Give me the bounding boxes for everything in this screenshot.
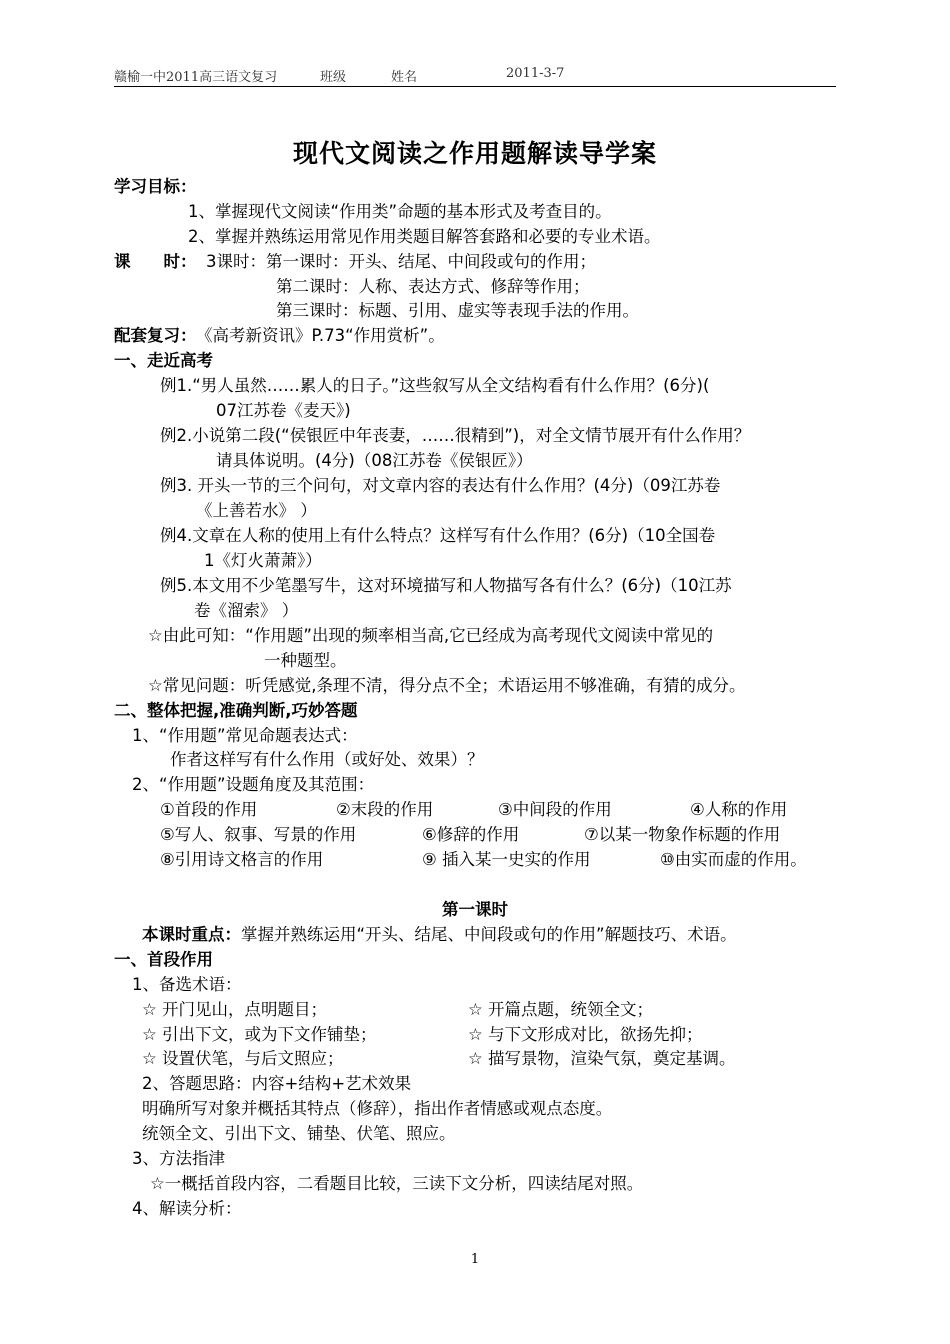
section1-heading: 一、走近高考 <box>114 351 213 370</box>
lesson1-focus-text: 掌握并熟练运用“开头、结尾、中间段或句的作用”解题技巧、术语。 <box>241 925 737 944</box>
example-item: 例4.文章在人称的使用上有什么特点？这样写有什么作用？(6分)（10全国卷 <box>160 526 716 545</box>
header-school: 赣榆一中2011高三语文复习 <box>114 70 278 85</box>
lesson1-focus <box>142 924 737 946</box>
example-item: 例2.小说第二段(“侯银匠中年丧妻，……很精到”)，对全文情节展开有什么作用？ <box>160 426 751 445</box>
objective-item: 2、掌握并熟练运用常见作用类题目解答套路和必要的专业术语。 <box>188 227 661 246</box>
section2-item1: 1、“作用题”常见命题表达式： <box>132 726 358 745</box>
angle-item: ⑥修辞的作用 <box>422 825 520 844</box>
angle-item: ⑧引用诗文格言的作用 <box>160 850 324 869</box>
section2-heading: 二、整体把握,准确判断,巧妙答题 <box>114 701 358 720</box>
analysis-heading: 4、解读分析： <box>132 1199 242 1218</box>
lesson1-heading: 第一课时 <box>442 900 508 919</box>
example-item: 例5.本文用不少笔墨写牛，这对环境描写和人物描写各有什么？(6分)（10江苏 <box>160 576 732 595</box>
term-item: ☆ 描写景物，渲染气氛，奠定基调。 <box>468 1049 736 1068</box>
lesson1-focus-label: 本课时重点： <box>142 925 241 944</box>
example-item-cont: 卷《溜索》 ） <box>194 601 299 620</box>
header-name-label: 姓名 <box>391 70 418 85</box>
angle-item: ④人称的作用 <box>690 800 788 819</box>
approach-heading: 2、答题思路：内容+结构+艺术效果 <box>142 1074 412 1093</box>
lessons-line: 第三课时：标题、引用、虚实等表现手法的作用。 <box>276 301 639 320</box>
term-item: ☆ 开门见山，点明题目； <box>142 1000 328 1019</box>
term-item: ☆ 设置伏笔，与后文照应； <box>142 1049 344 1068</box>
objectives-heading: 学习目标： <box>114 177 197 196</box>
method-heading: 3、方法指津 <box>132 1149 225 1168</box>
objective-item: 1、掌握现代文阅读“作用类”命题的基本形式及考查目的。 <box>188 202 612 221</box>
page-number: 1 <box>470 1252 480 1267</box>
angle-item: ⑩由实而虚的作用。 <box>660 850 807 869</box>
lessons-line: 第二课时：人称、表达方式、修辞等作用； <box>276 277 590 296</box>
header-class-label: 班级 <box>320 70 347 85</box>
approach-line: 统领全文、引出下文、铺垫、伏笔、照应。 <box>142 1124 456 1143</box>
page-title: 现代文阅读之作用题解读导学案 <box>292 139 657 168</box>
example-item: 例3. 开头一节的三个问句，对文章内容的表达有什么作用？(4分)（09江苏卷 <box>160 476 721 495</box>
example-item-cont: 请具体说明。(4分)（08江苏卷《侯银匠》） <box>216 451 533 470</box>
terms-heading: 1、备选术语： <box>132 975 242 994</box>
term-item: ☆ 与下文形成对比，欲扬先抑； <box>468 1025 703 1044</box>
review-text: 《高考新资讯》P.73“作用赏析”。 <box>196 326 445 345</box>
header-date: 2011-3-7 <box>506 66 565 81</box>
example-item: 例1.“男人虽然……累人的日子。”这些叙写从全文结构看有什么作用？(6分)( <box>160 376 710 395</box>
lessons-label: 课 时： <box>114 252 197 271</box>
page-header <box>114 66 836 87</box>
angle-item: ③中间段的作用 <box>498 800 612 819</box>
example-item-cont: 07江苏卷《麦天》) <box>216 401 351 420</box>
term-item: ☆ 开篇点题，统领全文； <box>468 1000 654 1019</box>
note-frequency: ☆由此可知：“作用题”出现的频率相当高,它已经成为高考现代文阅读中常见的 <box>148 626 714 645</box>
lesson1-part-heading: 一、首段作用 <box>114 950 213 969</box>
note-common-problems: ☆常见问题：听凭感觉,条理不清，得分点不全；术语运用不够准确，有猜的成分。 <box>148 676 746 695</box>
angle-item: ⑨ 插入某一史实的作用 <box>422 850 591 869</box>
lessons-line: 3课时：第一课时：开头、结尾、中间段或句的作用； <box>206 252 596 271</box>
example-item-cont: 《上善若水》 ） <box>196 501 317 520</box>
note-frequency-cont: 一种题型。 <box>264 651 347 670</box>
approach-line: 明确所写对象并概括其特点（修辞），指出作者情感或观点态度。 <box>142 1099 613 1118</box>
angle-item: ⑤写人、叙事、写景的作用 <box>160 825 357 844</box>
section2-item2: 2、“作用题”设题角度及其范围： <box>132 775 375 794</box>
example-item-cont: 1《灯火萧萧》） <box>204 551 322 570</box>
review-label: 配套复习： <box>114 326 197 345</box>
method-text: ☆一概括首段内容，二看题目比较，三读下文分析，四读结尾对照。 <box>150 1174 644 1193</box>
angle-item: ①首段的作用 <box>160 800 258 819</box>
term-item: ☆ 引出下文，或为下文作铺垫； <box>142 1025 377 1044</box>
section2-item1-text: 作者这样写有什么作用（或好处、效果）？ <box>170 750 484 769</box>
angle-item: ②末段的作用 <box>336 800 434 819</box>
angle-item: ⑦以某一物象作标题的作用 <box>584 825 781 844</box>
